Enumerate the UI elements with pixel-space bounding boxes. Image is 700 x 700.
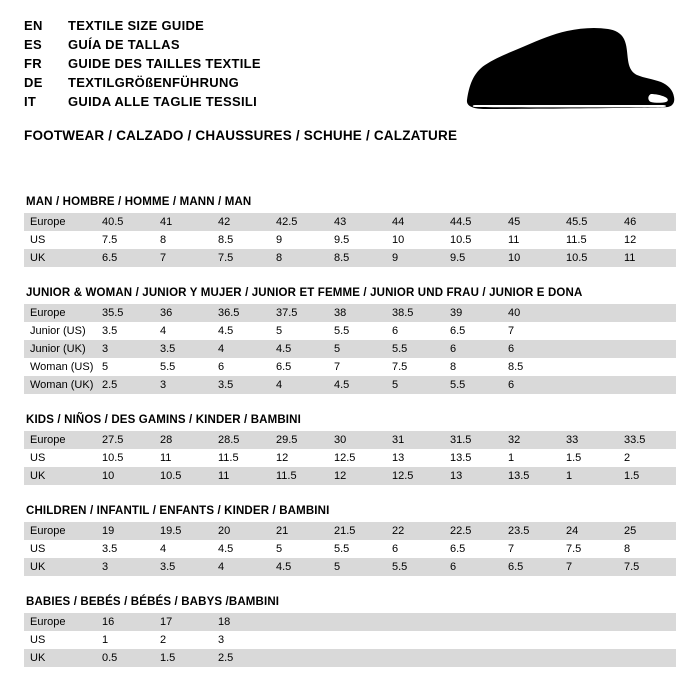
cell — [270, 613, 328, 631]
cell: 4.5 — [276, 561, 292, 573]
cell: 8 — [624, 543, 631, 555]
table-row — [24, 540, 676, 558]
cell: 23.5 — [508, 525, 530, 537]
cell: 18 — [218, 616, 231, 628]
cell: 7 — [508, 325, 515, 337]
cell — [618, 322, 676, 340]
cell: 1 — [102, 634, 109, 646]
table-row — [24, 304, 676, 322]
cell — [560, 340, 618, 358]
table-row — [24, 467, 676, 485]
cell: 6 — [508, 343, 515, 355]
row-label: UK — [30, 561, 46, 573]
size-tables — [0, 196, 700, 667]
cell: 13 — [392, 452, 405, 464]
row-label: Europe — [30, 307, 66, 319]
cell: 30 — [334, 434, 347, 446]
cell: 33.5 — [624, 434, 646, 446]
cell — [386, 649, 444, 667]
table-row — [24, 322, 676, 340]
cell — [618, 631, 676, 649]
cell: 13.5 — [508, 470, 530, 482]
cell: 25 — [624, 525, 637, 537]
cell: 42 — [218, 216, 231, 228]
cell: 7 — [508, 543, 515, 555]
cell: 19.5 — [160, 525, 182, 537]
cell: 11 — [160, 452, 172, 464]
cell: 5 — [102, 361, 109, 373]
cell: 8 — [450, 361, 457, 373]
cell: 4 — [218, 561, 225, 573]
cell: 10.5 — [450, 234, 472, 246]
cell: 4 — [218, 343, 225, 355]
cell: 6.5 — [450, 543, 466, 555]
cell — [560, 304, 618, 322]
cell: 11 — [508, 234, 520, 246]
cell: 37.5 — [276, 307, 298, 319]
table-row — [24, 449, 676, 467]
section-kids — [24, 414, 676, 485]
language-title: GUÍA DE TALLAS — [68, 37, 180, 52]
cell: 12 — [624, 234, 637, 246]
cell: 45 — [508, 216, 521, 228]
cell: 6.5 — [276, 361, 292, 373]
cell: 27.5 — [102, 434, 124, 446]
cell: 5 — [276, 543, 283, 555]
cell: 21.5 — [334, 525, 356, 537]
cell: 6.5 — [508, 561, 524, 573]
cell: 9.5 — [450, 252, 466, 264]
cell: 3.5 — [102, 543, 118, 555]
cell: 31 — [392, 434, 405, 446]
cell: 39 — [450, 307, 463, 319]
cell: 1.5 — [624, 470, 640, 482]
cell: 10 — [392, 234, 405, 246]
cell — [502, 613, 560, 631]
cell: 5.5 — [160, 361, 176, 373]
cell — [618, 649, 676, 667]
cell: 7 — [160, 252, 167, 264]
cell: 44 — [392, 216, 405, 228]
cell: 3.5 — [160, 343, 176, 355]
row-label: US — [30, 234, 46, 246]
cell: 2.5 — [102, 379, 118, 391]
cell: 7.5 — [566, 543, 582, 555]
cell — [386, 631, 444, 649]
table-row — [24, 376, 676, 394]
cell: 3 — [102, 343, 109, 355]
table-row — [24, 431, 676, 449]
cell — [560, 358, 618, 376]
cell: 36.5 — [218, 307, 240, 319]
language-code: ES — [24, 37, 42, 52]
language-title: TEXTILGRÖßENFÜHRUNG — [68, 75, 240, 90]
cell: 45.5 — [566, 216, 588, 228]
cell: 10 — [102, 470, 115, 482]
section-spacer — [24, 576, 676, 596]
cell — [618, 358, 676, 376]
cell: 35.5 — [102, 307, 124, 319]
cell: 5 — [334, 561, 341, 573]
cell: 4.5 — [218, 543, 234, 555]
language-code: IT — [24, 94, 37, 109]
table-row — [24, 213, 676, 231]
cell: 5 — [276, 325, 283, 337]
cell: 21 — [276, 525, 289, 537]
cell: 5.5 — [334, 543, 350, 555]
cell: 8.5 — [334, 252, 350, 264]
cell — [328, 649, 386, 667]
row-label: Woman (UK) — [30, 379, 94, 391]
cell: 3 — [102, 561, 109, 573]
table-row — [24, 649, 676, 667]
cell: 11 — [624, 252, 636, 264]
cell: 2 — [160, 634, 167, 646]
cell: 4.5 — [218, 325, 234, 337]
row-label: Europe — [30, 616, 66, 628]
cell: 6 — [450, 561, 457, 573]
cell — [618, 304, 676, 322]
cell: 4.5 — [334, 379, 350, 391]
cell: 6.5 — [450, 325, 466, 337]
section-title: BABIES / BEBÉS / BÉBÉS / BABYS /BAMBINI — [26, 596, 280, 608]
cell: 24 — [566, 525, 579, 537]
cell: 8 — [160, 234, 167, 246]
table-row — [24, 631, 676, 649]
cell: 5.5 — [450, 379, 466, 391]
cell: 11.5 — [566, 234, 587, 246]
cell: 2.5 — [218, 652, 234, 664]
section-junior-woman — [24, 287, 676, 394]
row-label: Woman (US) — [30, 361, 94, 373]
cell: 7.5 — [392, 361, 408, 373]
cell: 5 — [392, 379, 399, 391]
cell: 1 — [508, 452, 515, 464]
row-label: Junior (UK) — [30, 343, 86, 355]
section-spacer — [24, 267, 676, 287]
cell: 46 — [624, 216, 637, 228]
section-man — [24, 196, 676, 267]
cell: 41 — [160, 216, 173, 228]
cell: 42.5 — [276, 216, 298, 228]
cell: 4 — [160, 543, 167, 555]
dress-shoe-icon — [463, 26, 678, 116]
cell — [386, 613, 444, 631]
cell: 5 — [334, 343, 341, 355]
cell: 22.5 — [450, 525, 472, 537]
cell: 7.5 — [218, 252, 234, 264]
size-table-children — [24, 522, 676, 576]
cell: 6 — [450, 343, 457, 355]
cell: 3 — [160, 379, 167, 391]
size-table-kids — [24, 431, 676, 485]
row-label: Europe — [30, 434, 66, 446]
cell: 28 — [160, 434, 173, 446]
size-table-junior-woman — [24, 304, 676, 394]
table-row — [24, 231, 676, 249]
cell: 6.5 — [102, 252, 118, 264]
cell: 38 — [334, 307, 347, 319]
cell: 8 — [276, 252, 283, 264]
table-row — [24, 558, 676, 576]
cell: 20 — [218, 525, 231, 537]
language-code: EN — [24, 18, 43, 33]
cell: 11.5 — [218, 452, 239, 464]
language-title: GUIDA ALLE TAGLIE TESSILI — [68, 94, 258, 109]
cell: 40 — [508, 307, 521, 319]
cell: 3.5 — [218, 379, 234, 391]
cell: 12.5 — [392, 470, 414, 482]
cell — [444, 613, 502, 631]
cell — [618, 340, 676, 358]
cell: 19 — [102, 525, 115, 537]
table-row — [24, 522, 676, 540]
table-row — [24, 249, 676, 267]
category-heading: FOOTWEAR / CALZADO / CHAUSSURES / SCHUHE / CALZATURE — [24, 128, 458, 143]
section-babies — [24, 596, 676, 667]
cell: 33 — [566, 434, 579, 446]
cell — [560, 376, 618, 394]
cell: 4 — [160, 325, 167, 337]
cell — [560, 631, 618, 649]
cell: 43 — [334, 216, 347, 228]
language-title: TEXTILE SIZE GUIDE — [68, 18, 205, 33]
cell: 9 — [276, 234, 283, 246]
cell: 9.5 — [334, 234, 350, 246]
cell: 6 — [392, 543, 399, 555]
cell: 36 — [160, 307, 173, 319]
row-label: Europe — [30, 216, 66, 228]
row-label: US — [30, 452, 46, 464]
row-label: UK — [30, 252, 46, 264]
cell: 7.5 — [624, 561, 640, 573]
cell: 29.5 — [276, 434, 298, 446]
cell: 1.5 — [160, 652, 176, 664]
cell: 4 — [276, 379, 283, 391]
section-children — [24, 505, 676, 576]
section-title: JUNIOR & WOMAN / JUNIOR Y MUJER / JUNIOR ET FEMME / JUNIOR UND FRAU / JUNIOR E DONA — [26, 287, 583, 299]
cell: 38.5 — [392, 307, 414, 319]
cell: 12 — [334, 470, 347, 482]
language-code: FR — [24, 56, 42, 71]
section-title: CHILDREN / INFANTIL / ENFANTS / KINDER / BAMBINI — [26, 505, 330, 517]
cell: 28.5 — [218, 434, 240, 446]
row-label: Junior (US) — [30, 325, 86, 337]
cell: 12 — [276, 452, 289, 464]
cell: 8.5 — [508, 361, 524, 373]
cell: 22 — [392, 525, 405, 537]
cell: 5.5 — [334, 325, 350, 337]
cell — [270, 649, 328, 667]
cell — [502, 649, 560, 667]
cell: 16 — [102, 616, 115, 628]
row-label: UK — [30, 470, 46, 482]
row-label: US — [30, 634, 46, 646]
cell: 6 — [392, 325, 399, 337]
language-code: DE — [24, 75, 43, 90]
cell: 10 — [508, 252, 521, 264]
cell — [328, 613, 386, 631]
cell — [560, 322, 618, 340]
cell: 31.5 — [450, 434, 472, 446]
size-table-man — [24, 213, 676, 267]
table-row — [24, 358, 676, 376]
cell: 10.5 — [102, 452, 124, 464]
row-label: Europe — [30, 525, 66, 537]
cell: 11.5 — [276, 470, 297, 482]
cell: 5.5 — [392, 561, 408, 573]
cell — [618, 376, 676, 394]
cell — [618, 613, 676, 631]
cell — [444, 649, 502, 667]
row-label: UK — [30, 652, 46, 664]
cell — [502, 631, 560, 649]
table-row — [24, 613, 676, 631]
cell: 1 — [566, 470, 573, 482]
cell: 0.5 — [102, 652, 118, 664]
cell: 32 — [508, 434, 521, 446]
cell: 7.5 — [102, 234, 118, 246]
cell: 10.5 — [566, 252, 588, 264]
cell: 2 — [624, 452, 631, 464]
cell: 7 — [334, 361, 341, 373]
size-table-babies — [24, 613, 676, 667]
table-row — [24, 340, 676, 358]
cell: 10.5 — [160, 470, 182, 482]
cell — [444, 631, 502, 649]
cell: 3 — [218, 634, 225, 646]
cell: 6 — [218, 361, 225, 373]
section-spacer — [24, 485, 676, 505]
section-title: MAN / HOMBRE / HOMME / MANN / MAN — [26, 196, 252, 208]
cell: 13 — [450, 470, 463, 482]
cell: 11 — [218, 470, 230, 482]
cell — [560, 649, 618, 667]
row-label: US — [30, 543, 46, 555]
cell: 13.5 — [450, 452, 472, 464]
cell: 44.5 — [450, 216, 472, 228]
section-title: KIDS / NIÑOS / DES GAMINS / KINDER / BAMBINI — [26, 414, 301, 426]
cell: 40.5 — [102, 216, 124, 228]
cell: 1.5 — [566, 452, 582, 464]
cell: 12.5 — [334, 452, 356, 464]
cell: 9 — [392, 252, 399, 264]
cell — [328, 631, 386, 649]
cell: 17 — [160, 616, 173, 628]
cell: 4.5 — [276, 343, 292, 355]
cell: 6 — [508, 379, 515, 391]
cell: 5.5 — [392, 343, 408, 355]
language-title: GUIDE DES TAILLES TEXTILE — [68, 56, 261, 71]
cell: 3.5 — [160, 561, 176, 573]
cell: 7 — [566, 561, 573, 573]
section-spacer — [24, 394, 676, 414]
cell — [560, 613, 618, 631]
cell — [270, 631, 328, 649]
cell: 3.5 — [102, 325, 118, 337]
cell: 8.5 — [218, 234, 234, 246]
